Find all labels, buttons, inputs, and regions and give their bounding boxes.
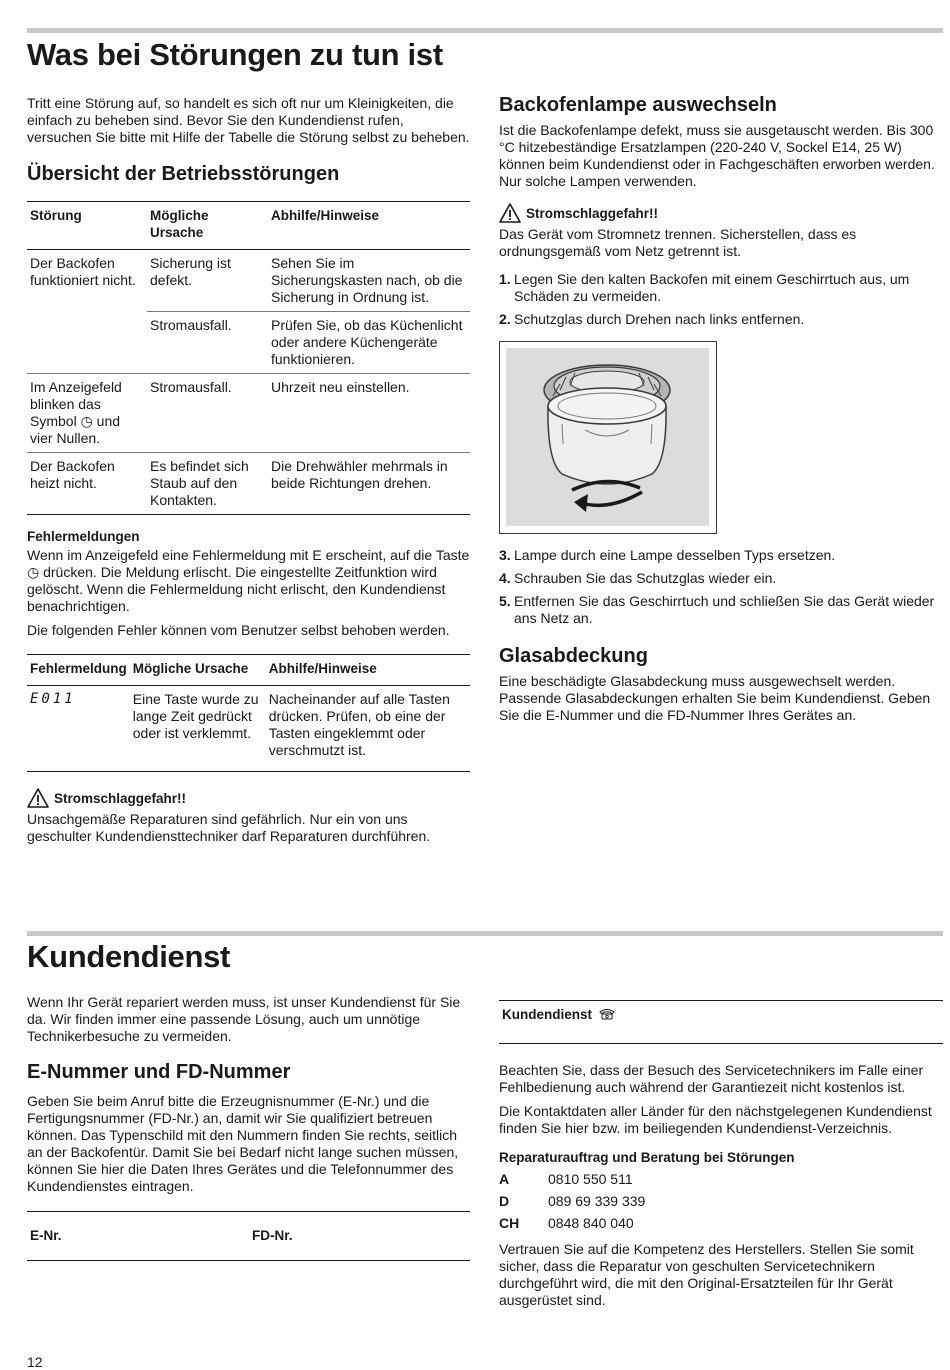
table-cell: Eine Taste wurde zu lange Zeit gedrückt oder ist verklemmt. bbox=[130, 686, 266, 772]
enr-label: E-Nr. bbox=[30, 1228, 62, 1243]
glass-paragraph: Eine beschädigte Glasabdeckung muss ausgewechselt werden. Passende Glasabdeckungen erhalten Sie beim Kundendienst. Geben Sie die E-Nummer und die FD-Nummer Ihres Gerätes an. bbox=[499, 673, 931, 723]
left-column-bottom bbox=[27, 994, 470, 1261]
phone-list bbox=[499, 1168, 943, 1234]
error-messages-heading: Fehlermeldungen bbox=[27, 529, 140, 544]
country-code: A bbox=[499, 1171, 510, 1187]
step-text: Lampe durch eine Lampe desselben Typs ersetzen. bbox=[514, 547, 836, 563]
table-cell: Nacheinander auf alle Tasten drücken. Prüfen, ob eine der Tasten eingeklemmt oder verschmutzt ist. bbox=[266, 686, 470, 772]
step-number: 4. bbox=[499, 570, 511, 586]
warning-label: Stromschlaggefahr!! bbox=[54, 790, 187, 806]
page-title: Was bei Störungen zu tun ist bbox=[27, 37, 443, 72]
column-header: Abhilfe/Hinweise bbox=[268, 202, 470, 250]
error-paragraph-2: Die folgenden Fehler können vom Benutzer selbst behoben werden. bbox=[27, 622, 450, 638]
table-cell: Es befindet sich Staub auf den Kontakten. bbox=[147, 453, 268, 515]
table-cell: Prüfen Sie, ob das Küchenlicht oder andere Küchengeräte funktionieren. bbox=[268, 312, 470, 374]
kd-intro-paragraph: Wenn Ihr Gerät repariert werden muss, ist unser Kundendienst für Sie da. Wir finden immer eine passende Lösung, auch um unnötige Technikerbesuche zu vermeiden. bbox=[27, 994, 461, 1044]
lamp-paragraph: Ist die Backofenlampe defekt, muss sie ausgetauscht werden. Bis 300 °C hitzebeständige Ersatzlampen (220-240 V, Sockel E14, 25 W) können beim Kundendienst oder in Fachgeschäften erworben werden. Nur solche Lampen verwenden. bbox=[499, 122, 935, 189]
warning-label-row bbox=[27, 788, 470, 808]
step-number: 5. bbox=[499, 593, 511, 609]
table-row bbox=[27, 374, 470, 453]
lamp-steps-b bbox=[499, 547, 943, 627]
step-text: Schutzglas durch Drehen nach links entfernen. bbox=[514, 311, 805, 327]
section-title-kundendienst: Kundendienst bbox=[27, 939, 231, 974]
overview-heading: Übersicht der Betriebsstörungen bbox=[27, 163, 340, 185]
malfunction-table bbox=[27, 201, 470, 515]
list-item bbox=[499, 271, 943, 305]
section-rule-top bbox=[27, 931, 943, 936]
country-code: D bbox=[499, 1193, 510, 1209]
table-cell: Im Anzeigefeld blinken das Symbol ◷ und vier Nullen. bbox=[27, 374, 147, 453]
phone-row bbox=[499, 1212, 943, 1234]
telephone-icon bbox=[599, 1008, 615, 1020]
list-item bbox=[499, 311, 943, 328]
table-header-row bbox=[27, 655, 470, 686]
table-row bbox=[27, 250, 470, 312]
kd-paragraph-1: Beachten Sie, dass der Besuch des Servicetechnikers im Falle einer Fehlbedienung auch während der Garantiezeit nicht kostenlos ist. bbox=[499, 1062, 924, 1095]
section-rule-top bbox=[27, 28, 943, 33]
fdnr-label: FD-Nr. bbox=[252, 1228, 293, 1243]
warning-triangle-icon bbox=[499, 203, 521, 223]
list-item bbox=[499, 593, 943, 627]
country-code: CH bbox=[499, 1215, 520, 1231]
table-cell: Stromausfall. bbox=[147, 312, 268, 374]
error-paragraph-1: Wenn im Anzeigefeld eine Fehlermeldung mit E erscheint, auf die Taste ◷ drücken. Die Meldung erlischt. Die eingestellte Zeitfunktion wird gelöscht. Wenn die Fehlermeldung nicht erlischt, den Kundendienst benachrichtigen. bbox=[27, 547, 470, 614]
enr-heading: E-Nummer und FD-Nummer bbox=[27, 1061, 291, 1083]
warning-triangle-icon bbox=[27, 788, 49, 808]
kundendienst-entry-box bbox=[499, 1000, 943, 1044]
enr-paragraph: Geben Sie beim Anruf bitte die Erzeugnisnummer (E-Nr.) und die Fertigungsnummer (FD-Nr.) an, damit wir Sie qualifiziert betreuen können. Das Typenschild mit den Nummern finden Sie rechts, seitlich an der Backofentür. Damit Sie bei Bedarf nicht lange suchen müssen, können Sie hier die Daten Ihres Gerätes und die Telefonnummer des Kundendienstes eintragen. bbox=[27, 1093, 459, 1194]
step-text: Schrauben Sie das Schutzglas wieder ein. bbox=[514, 570, 777, 586]
phone-row bbox=[499, 1190, 943, 1212]
column-header: Mögliche Ursache bbox=[130, 655, 266, 686]
table-row bbox=[27, 686, 470, 772]
step-number: 2. bbox=[499, 311, 511, 327]
table-cell: Der Backofen heizt nicht. bbox=[27, 453, 147, 515]
trust-paragraph: Vertrauen Sie auf die Kompetenz des Herstellers. Stellen Sie somit sicher, dass die Reparatur von geschulten Servicetechnikern durchgeführt wird, die mit den Original-Ersatzteilen für Ihr Gerät ausgerüstet sind. bbox=[499, 1241, 914, 1308]
table-header-row bbox=[27, 202, 470, 250]
phone-number: 089 69 339 339 bbox=[548, 1193, 646, 1209]
phone-number: 0810 550 511 bbox=[548, 1171, 633, 1187]
lamp-heading: Backofenlampe auswechseln bbox=[499, 94, 777, 116]
right-column-middle bbox=[499, 547, 943, 724]
left-column-top bbox=[27, 95, 470, 845]
table-cell: Sehen Sie im Sicherungskasten nach, ob die Sicherung in Ordnung ist. bbox=[271, 255, 463, 305]
lamp-steps-a bbox=[499, 271, 943, 328]
right-column-bottom bbox=[499, 1000, 943, 1309]
step-text: Legen Sie den kalten Backofen mit einem Geschirrtuch aus, um Schäden zu vermeiden. bbox=[514, 271, 910, 304]
step-number: 1. bbox=[499, 271, 511, 287]
page-number: 12 bbox=[27, 1354, 43, 1370]
table-cell: Die Drehwähler mehrmals in beide Richtungen drehen. bbox=[268, 453, 470, 515]
table-cell: Sicherung ist defekt. bbox=[150, 255, 231, 288]
column-header: Mögliche Ursache bbox=[147, 202, 268, 250]
error-code: E011 bbox=[27, 686, 130, 772]
warning-label: Stromschlaggefahr!! bbox=[526, 205, 659, 221]
column-header: Fehlermeldung bbox=[27, 655, 130, 686]
glass-heading: Glasabdeckung bbox=[499, 645, 648, 667]
lamp-warning-text: Das Gerät vom Stromnetz trennen. Sicherstellen, dass es ordnungsgemäß vom Netz getrennt ist. bbox=[499, 226, 857, 259]
error-table bbox=[27, 654, 470, 772]
column-header: Abhilfe/Hinweise bbox=[266, 655, 470, 686]
lamp-illustration-frame bbox=[499, 341, 717, 534]
lamp-glass-illustration bbox=[500, 342, 715, 532]
table-cell: Uhrzeit neu einstellen. bbox=[268, 374, 470, 453]
list-item bbox=[499, 570, 943, 587]
step-text: Entfernen Sie das Geschirrtuch und schließen Sie das Gerät wieder ans Netz an. bbox=[514, 593, 935, 626]
number-entry-box bbox=[27, 1211, 470, 1261]
kd-paragraph-2: Die Kontaktdaten aller Länder für den nächstgelegenen Kundendienst finden Sie hier bzw. im beiliegenden Kundendienst-Verzeichnis. bbox=[499, 1103, 932, 1136]
column-header: Störung bbox=[27, 202, 147, 250]
step-number: 3. bbox=[499, 547, 511, 563]
kd-box-label: Kundendienst bbox=[502, 1007, 592, 1022]
warning-text: Unsachgemäße Reparaturen sind gefährlich. Nur ein von uns geschulter Kundendiensttechniker darf Reparaturen durchführen. bbox=[27, 811, 431, 844]
table-cell: Stromausfall. bbox=[147, 374, 268, 453]
phone-row bbox=[499, 1168, 943, 1190]
list-item bbox=[499, 547, 943, 564]
right-column-top bbox=[499, 93, 943, 334]
table-row bbox=[27, 453, 470, 515]
phone-number: 0848 840 040 bbox=[548, 1215, 634, 1231]
intro-paragraph: Tritt eine Störung auf, so handelt es sich oft nur um Kleinigkeiten, die einfach zu beheben sind. Bevor Sie den Kundendienst rufen, versuchen Sie bitte mit Hilfe der Tabelle die Störung selbst zu beheben. bbox=[27, 95, 470, 145]
repair-heading: Reparaturauftrag und Beratung bei Störungen bbox=[499, 1150, 795, 1165]
table-cell: Der Backofen funktioniert nicht. bbox=[30, 255, 136, 288]
lamp-warning-label-row bbox=[499, 203, 943, 223]
